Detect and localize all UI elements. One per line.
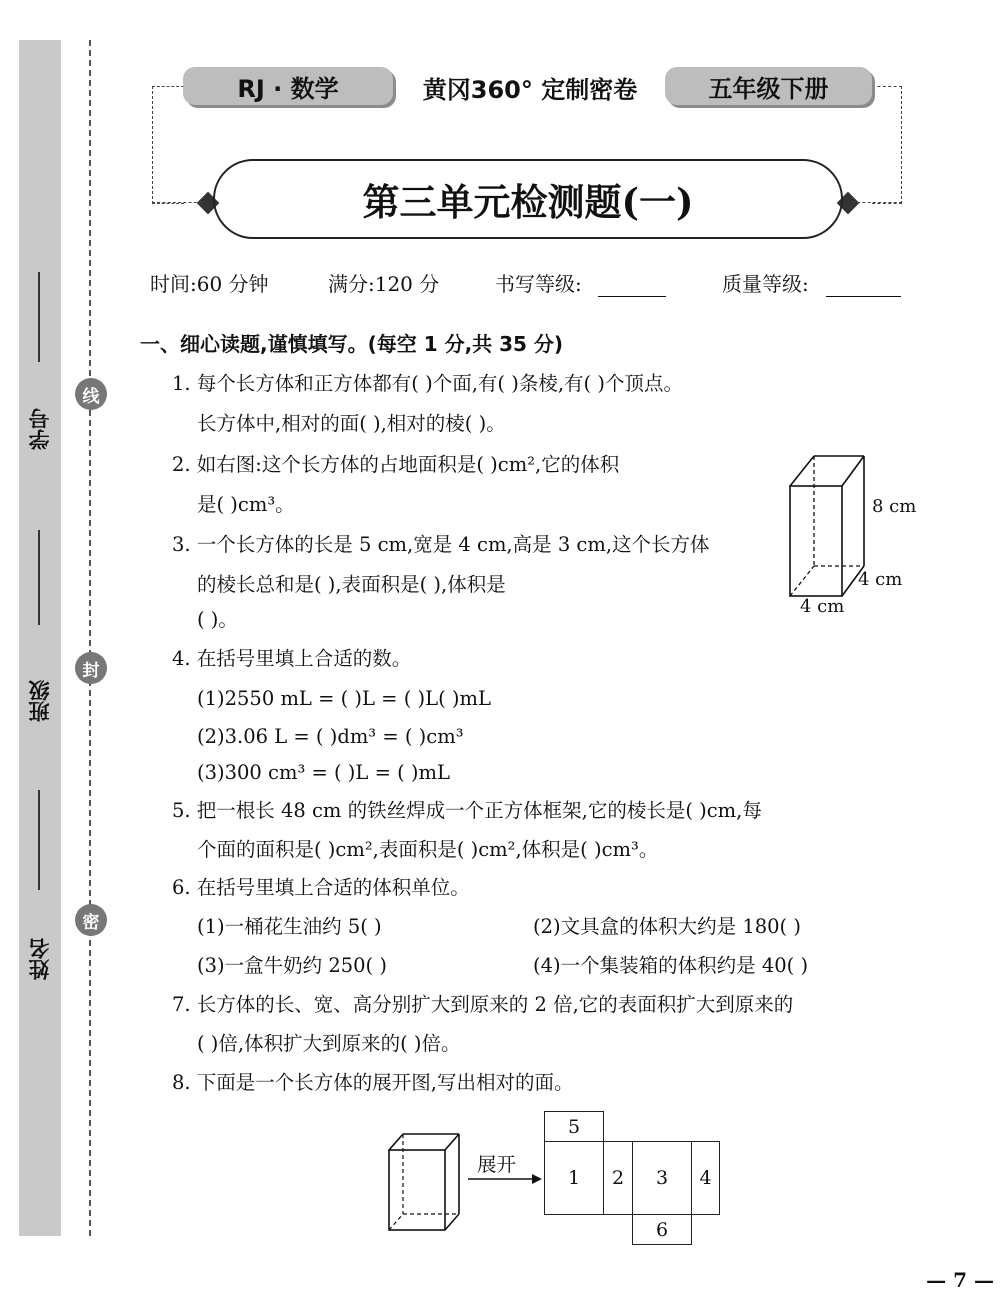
q4-line-1: 4. 在括号里填上合适的数。	[172, 647, 412, 670]
grade-pill: 五年级下册	[665, 67, 872, 105]
q4-part-1: (1)2550 mL = ( )L = ( )L( )mL	[197, 687, 491, 710]
quality-grade-blank[interactable]	[826, 274, 901, 297]
seal-mi: 密	[75, 904, 107, 936]
net-face-5: 5	[544, 1111, 604, 1142]
net-face-6: 6	[632, 1214, 692, 1245]
label-xuehao: 学号	[28, 408, 52, 450]
q2-length-label: 4 cm	[800, 596, 845, 617]
page-title: 第三单元检测题(一)	[213, 159, 843, 239]
subject-pill: RJ · 数学	[183, 67, 393, 105]
unfold-arrow-icon	[466, 1172, 544, 1186]
xuehao-line	[38, 272, 40, 362]
section-1-title: 一、细心读题,谨慎填写。(每空 1 分,共 35 分)	[140, 332, 564, 356]
q3-line-1: 3. 一个长方体的长是 5 cm,宽是 4 cm,高是 3 cm,这个长方体	[172, 533, 710, 556]
q5-line-1: 5. 把一根长 48 cm 的铁丝焊成一个正方体框架,它的棱长是( )cm,每	[172, 799, 762, 822]
header-right-bracket	[872, 86, 902, 204]
xingming-line	[38, 790, 40, 890]
series-name: 黄冈360° 定制密卷	[422, 75, 638, 104]
banji-line	[38, 530, 40, 625]
quality-grade-label: 质量等级:	[722, 272, 809, 296]
q1-line-2: 长方体中,相对的面( ),相对的棱( )。	[197, 412, 506, 435]
q6-part-1: (1)一桶花生油约 5( )	[197, 915, 382, 938]
label-xingming: 姓名	[28, 938, 52, 980]
label-banji: 班级	[28, 680, 52, 722]
writing-grade-label: 书写等级:	[495, 272, 582, 296]
q4-part-2: (2)3.06 L = ( )dm³ = ( )cm³	[197, 725, 464, 748]
time-info: 时间:60 分钟	[150, 272, 269, 296]
score-info: 满分:120 分	[328, 272, 440, 296]
q5-line-2: 个面的面积是( )cm²,表面积是( )cm²,体积是( )cm³。	[197, 838, 659, 861]
q6-part-3: (3)一盒牛奶约 250( )	[197, 954, 387, 977]
binding-dash-line	[89, 40, 91, 1236]
left-dash-connector	[152, 202, 202, 203]
seal-xian: 线	[75, 378, 107, 410]
q4-part-3: (3)300 cm³ = ( )L = ( )mL	[197, 761, 450, 784]
unfold-label: 展开	[477, 1153, 517, 1176]
q2-line-2: 是( )cm³。	[197, 493, 295, 516]
q1-line-1: 1. 每个长方体和正方体都有( )个面,有( )条棱,有( )个顶点。	[172, 372, 683, 395]
q6-part-2: (2)文具盒的体积大约是 180( )	[533, 915, 801, 938]
q3-line-2: 的棱长总和是( ),表面积是( ),体积是	[197, 573, 506, 596]
seal-feng: 封	[75, 652, 107, 684]
q7-line-1: 7. 长方体的长、宽、高分别扩大到原来的 2 倍,它的表面积扩大到原来的	[172, 993, 794, 1016]
q2-width-label: 4 cm	[858, 569, 903, 590]
net-face-3: 3	[632, 1141, 692, 1215]
q6-part-4: (4)一个集装箱的体积约是 40( )	[533, 954, 809, 977]
net-face-2: 2	[603, 1141, 633, 1215]
q6-line-1: 6. 在括号里填上合适的体积单位。	[172, 876, 470, 899]
right-dash-connector	[852, 202, 902, 203]
q8-cuboid-figure	[385, 1130, 465, 1235]
net-face-4: 4	[691, 1141, 720, 1215]
q2-line-1: 2. 如右图:这个长方体的占地面积是( )cm²,它的体积	[172, 453, 620, 476]
net-face-1: 1	[544, 1141, 604, 1215]
q3-line-3: ( )。	[197, 608, 238, 631]
header-left-bracket	[152, 86, 184, 204]
q7-line-2: ( )倍,体积扩大到原来的( )倍。	[197, 1032, 461, 1055]
q2-height-label: 8 cm	[872, 496, 917, 517]
writing-grade-blank[interactable]	[598, 274, 666, 297]
page-number: — 7 —	[926, 1268, 994, 1292]
q8-line-1: 8. 下面是一个长方体的展开图,写出相对的面。	[172, 1071, 574, 1094]
